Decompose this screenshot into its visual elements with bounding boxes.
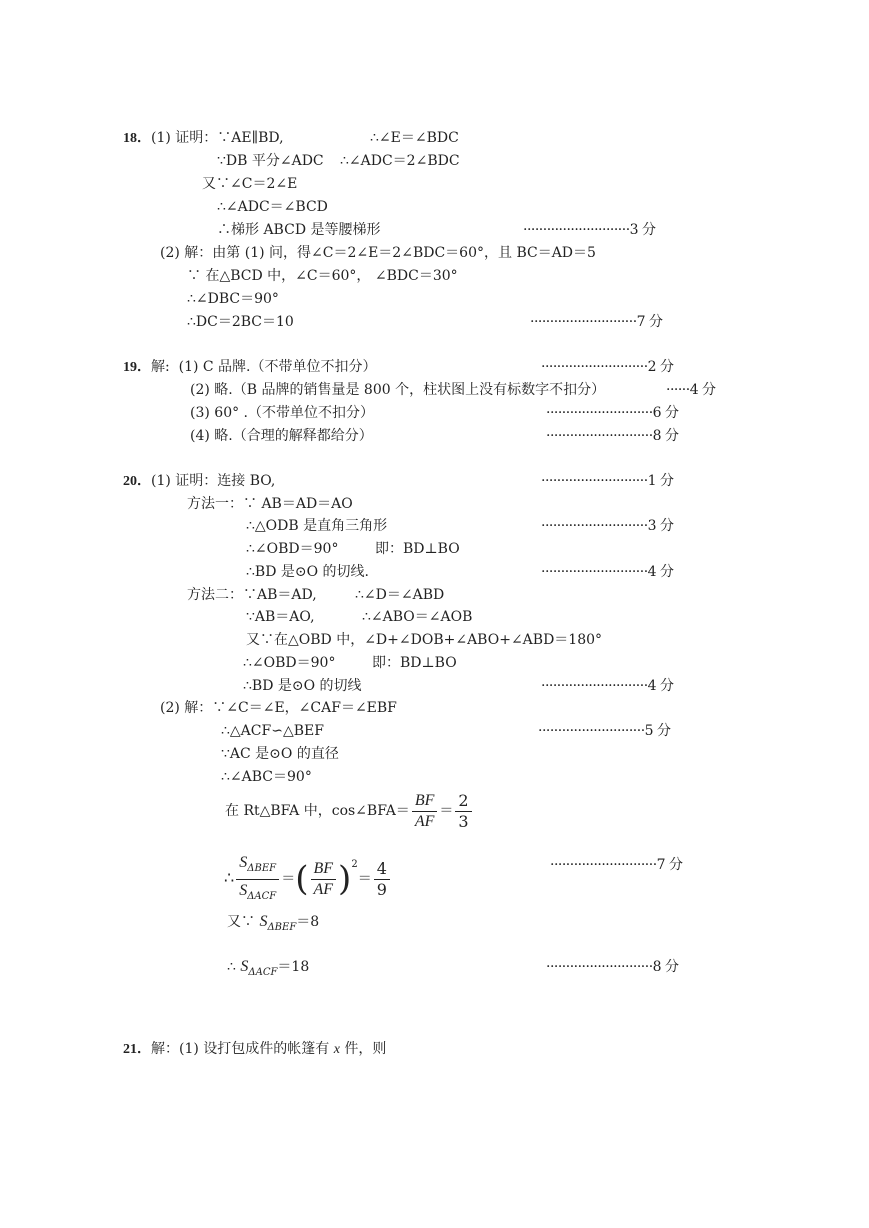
q18-line-9: ∴DC＝2BC＝10 [187, 314, 294, 330]
q20-part2-2: ∴△ACF∽△BEF [221, 723, 324, 739]
q20-part2-3: ∵AC 是⊙O 的直径 [221, 746, 339, 762]
q19-number: 19． [123, 360, 151, 375]
fraction-4-9: $\frac{4}{9}$ [374, 859, 390, 900]
q20-method2-2a: ∵AB＝AO, [246, 609, 315, 625]
q20-area-ratio-line: ∴ $\frac{S_{\Delta BEF}}{S_{\Delta ACF}}$ ＝( $\frac{BF}{AF}$ )$^2$＝ $\frac{4}{9}$ [224, 842, 392, 890]
q20-method2-4a: ∴∠OBD＝90° [243, 655, 336, 671]
q20-score-4b: ···························4 分 [541, 678, 674, 694]
q20-line-1 [123, 472, 275, 491]
q18-line-2b: ∴∠ADC＝2∠BDC [340, 153, 460, 169]
q20-given-area: 又∵ $S_{\Delta BEF}=8$ [227, 913, 320, 933]
q20-part2-4: ∴∠ABC＝90° [221, 769, 312, 785]
q19-score-4: ······4 分 [666, 382, 716, 398]
q20-cos-label: 在 Rt△BFA 中，cos∠BFA＝ [225, 803, 410, 819]
q19-score-8: ···························8 分 [546, 428, 679, 444]
q18-score-3: ···························3 分 [523, 222, 656, 238]
q20-cos-line: 在 Rt△BFA 中，cos∠BFA＝ $\frac{BF}{AF}$ ＝ $\frac{2}{3}$ [225, 790, 474, 834]
q20-score-7: ···························7 分 [550, 857, 683, 873]
q18-line-7: ∵ 在△BCD 中，∠C＝60°， ∠BDC＝30° [187, 268, 458, 284]
q20-score-8: ···························8 分 [546, 959, 679, 975]
q20-method1-4: ∴BD 是⊙O 的切线. [246, 564, 369, 580]
q20-proof-start: (1) 证明：连接 BO, [151, 473, 276, 489]
q18-score-7: ···························7 分 [530, 314, 663, 330]
q20-score-3: ···························3 分 [541, 518, 674, 534]
q21-line-1: 21．解：(1) 设打包成件的帐篷有 x 件，则 [123, 1041, 387, 1057]
q20-method1-3a: ∴∠OBD＝90° [246, 541, 339, 557]
q19-score-2: ···························2 分 [541, 359, 674, 375]
q19-line-4: (4) 略.（合理的解释都给分） [190, 428, 373, 444]
q20-method2-5: ∴BD 是⊙O 的切线 [243, 678, 362, 694]
q20-score-4a: ···························4 分 [541, 564, 674, 580]
q20-method2-3: 又∵在△OBD 中，∠D+∠DOB+∠ABO+∠ABD＝180° [246, 632, 603, 648]
q20-number: 20． [123, 474, 151, 489]
q20-method1-1: 方法一：∵ AB＝AD＝AO [187, 496, 353, 512]
q18-line-1b: ∴∠E＝∠BDC [370, 130, 459, 146]
fraction-area-ratio: $\frac{S_{\Delta BEF}}{S_{\Delta ACF}}$ [236, 852, 279, 907]
q18-line-3: 又∵∠C＝2∠E [202, 176, 298, 192]
q18-line-5: ∴梯形 ABCD 是等腰梯形 [217, 222, 381, 238]
q20-method2-1a: 方法二：∵AB＝AD, [187, 587, 317, 603]
q18-line-6: (2) 解：由第 (1) 问，得∠C＝2∠E＝2∠BDC＝60°，且 BC＝AD＝5 [160, 245, 596, 261]
q21-number: 21． [123, 1042, 151, 1057]
q19-part-1: 解: (1) C 品牌.（不带单位不扣分） [151, 359, 377, 375]
q18-line-2a: ∵DB 平分∠ADC [217, 153, 324, 169]
q20-score-5: ···························5 分 [538, 723, 671, 739]
q20-method2-1b: ∴∠D＝∠ABD [355, 587, 445, 603]
q19-line-2: (2) 略.（B 品牌的销售量是 800 个，柱状图上没有标数字不扣分） [190, 382, 606, 398]
q20-method2-4b: 即：BD⊥BO [372, 655, 457, 671]
fraction-2-3: $\frac{2}{3}$ [455, 791, 471, 832]
q19-line-1 [123, 358, 377, 377]
q18-proof-start: (1) 证明：∵AE∥BD, [151, 130, 284, 146]
q19-line-3: (3) 60° .（不带单位不扣分） [190, 405, 374, 421]
q19-score-6: ···························6 分 [546, 405, 679, 421]
q18-number: 18． [123, 131, 151, 146]
q20-result-area: ∴ $S_{\Delta ACF}=18$ [227, 958, 310, 978]
fraction-bf-af-squared: $\frac{BF}{AF}$ [311, 859, 337, 900]
fraction-bf-af: $\frac{BF}{AF}$ [412, 791, 438, 832]
q20-method1-2: ∴△ODB 是直角三角形 [246, 518, 388, 534]
q18-line-1 [123, 129, 284, 148]
q20-method1-3b: 即：BD⊥BO [375, 541, 460, 557]
q20-score-1: ···························1 分 [541, 473, 674, 489]
q20-method2-2b: ∴∠ABO＝∠AOB [362, 609, 473, 625]
q18-line-8: ∴∠DBC＝90° [187, 291, 279, 307]
q20-part2-1: (2) 解：∵∠C＝∠E，∠CAF＝∠EBF [160, 700, 397, 716]
q18-line-4: ∴∠ADC＝∠BCD [217, 199, 328, 215]
